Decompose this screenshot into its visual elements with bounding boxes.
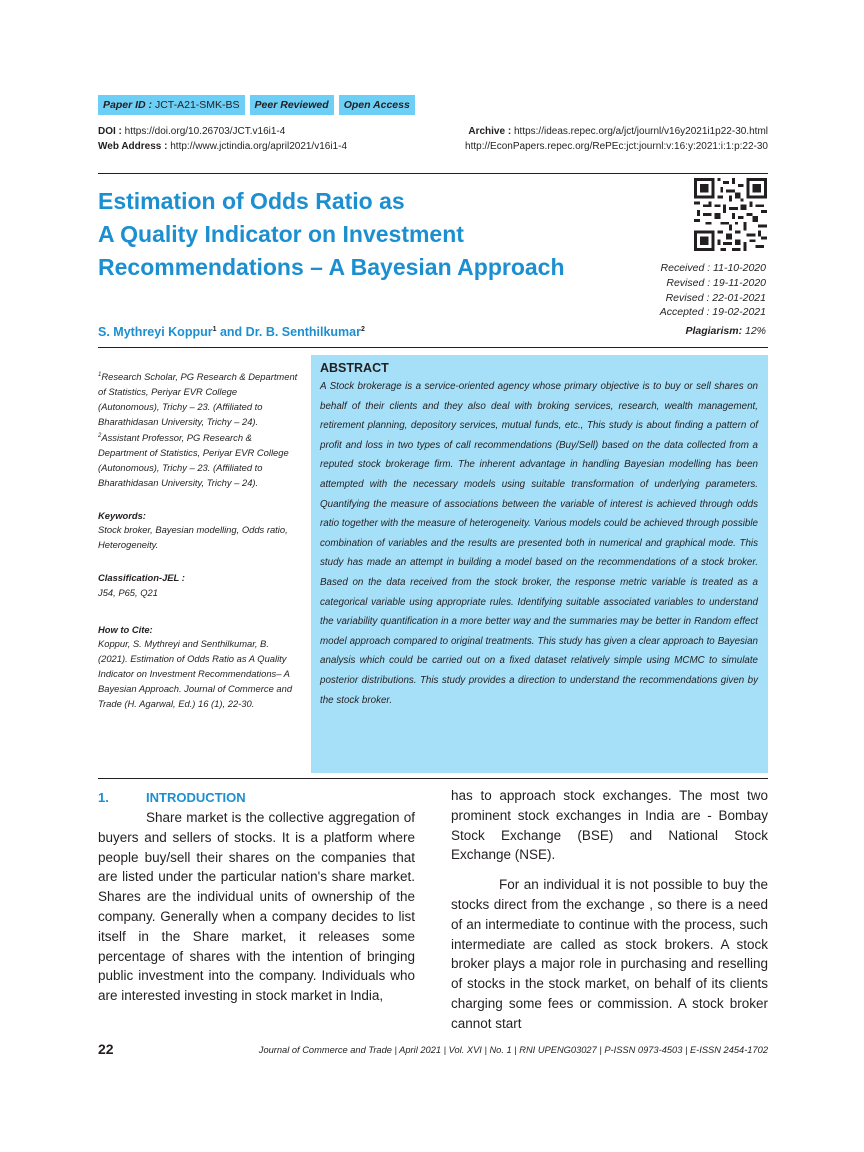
archive-label: Archive :	[468, 126, 512, 137]
how-to-cite-heading: How to Cite:	[98, 623, 153, 635]
doi-block	[98, 124, 347, 154]
open-access-badge	[339, 95, 415, 115]
author-divider	[98, 347, 768, 348]
paper-id-value: JCT-A21-SMK-BS	[154, 99, 240, 111]
web-address-link[interactable]: http://www.jctindia.org/april2021/v16i1-4	[170, 141, 348, 152]
author-2: Dr. B. Senthilkumar	[245, 325, 361, 339]
archive-line	[465, 124, 768, 139]
title-line-1: Estimation of Odds Ratio as	[98, 188, 405, 214]
received-date: Received : 11-10-2020	[660, 262, 766, 274]
doi-line	[98, 124, 347, 139]
affiliation-2	[98, 429, 298, 490]
abstract-text: A Stock brokerage is a service-oriented agency whose primary objective is to buy or sell shares on behalf of their clients and they also deal with broking services, research, wealth management, retirement planning, depository services, mutual funds, etc., This study is about finding a pattern of profit and loss in two types of call recommendations (Buy/Sell) based on the data collected from a reputed stock brokerage firm. The inherent advantage in handling Bayesian modelling has been attempted with the necessary models using suitable transformation of underlying parameters. Quantifying the measure of associations between the variable of interest is achieved through odds ratio together with the measure of heterogeneity. Various models could be achieved through possible combination of variables and the results are presented both in numerical and graphical mode. This study has made an attempt in building a model based on the recommendations of a stock broker. Based on the data received from the stock broker, the response metric variable is treated as a categorical variable using appropriate rules. Identifying suitable associated variables to understand the variability quantification in a more better way and the summaries may be better in Random effect model approach compared to original treatments. This study has given a clear approach to Bayesian analysis which could be carried out on a fixed dataset relatively simple using MCMC to simulate posterior distributions. This study provides a direction to understand the recommendations given by the stock broker.	[320, 381, 758, 706]
header-divider	[98, 173, 768, 174]
journal-footer: Journal of Commerce and Trade | April 2021 | Vol. XVI | No. 1 | RNI UPENG03027 | P-ISSN 0973-4503 | E-ISSN 2454-1702	[258, 1045, 768, 1055]
introduction-heading	[98, 788, 415, 808]
section-title: INTRODUCTION	[146, 790, 246, 805]
keywords-heading: Keywords:	[98, 509, 146, 521]
web-address-label: Web Address :	[98, 141, 168, 152]
peer-reviewed-label: Peer Reviewed	[254, 99, 329, 111]
plagiarism-label: Plagiarism:	[685, 325, 743, 337]
affiliation-2-text: Assistant Professor, PG Research & Department of Statistics, Periyar EVR College (Autonomous), Trichy – 23. (Affiliated to Bharathidasan University, Trichy – 24).	[98, 432, 289, 488]
affiliation-1-number: 1	[98, 372, 102, 378]
paper-title	[98, 185, 638, 284]
accepted-date: Accepted : 19-02-2021	[659, 306, 766, 319]
page-number: 22	[98, 1041, 114, 1057]
archive-block	[465, 124, 768, 154]
web-address-line	[98, 139, 347, 154]
classification-heading: Classification-JEL :	[98, 572, 185, 584]
affiliation-1	[98, 368, 298, 429]
open-access-label: Open Access	[343, 99, 410, 111]
body-divider	[98, 778, 768, 779]
author-2-superscript: 2	[360, 325, 365, 333]
plagiarism-value: 12%	[744, 325, 766, 337]
author-1-superscript: 1	[212, 325, 217, 333]
intro-paragraph-3: For an individual it is not possible to buy the stocks direct from the exchange , so there is a need of an intermediate to continue with the process, such intermediate are called as stock brokers. A stock broker plays a major role in purchasing and reselling of stocks in the stock market, on behalf of its clients charging some fees or commission. A stock broker cannot start	[451, 877, 768, 1031]
keywords-section	[98, 509, 298, 553]
paper-id-badge	[98, 95, 245, 115]
econpapers-link[interactable]: http://EconPapers.repec.org/RePEc:jct:journl:v:16:y:2021:i:1:p:22-30	[465, 141, 768, 152]
title-line-3: Recommendations – A Bayesian Approach	[98, 254, 565, 280]
qr-code-icon[interactable]	[694, 178, 767, 251]
classification-section	[98, 571, 298, 601]
submission-dates	[660, 261, 766, 320]
intro-paragraph-2: has to approach stock exchanges. The most two prominent stock exchanges in India are - Bombay Stock Exchange (BSE) and National Stock Exchange (NSE).	[451, 788, 768, 863]
how-to-cite-section	[98, 623, 298, 712]
revised-date-2: Revised : 22-01-2021	[665, 291, 766, 304]
doi-link[interactable]: https://doi.org/10.26703/JCT.v16i1-4	[124, 126, 286, 137]
peer-reviewed-badge	[250, 95, 334, 115]
revised-date-1: Revised : 19-11-2020	[666, 276, 766, 289]
body-column-left	[98, 788, 415, 1006]
author-1: S. Mythreyi Koppur	[98, 325, 213, 339]
section-number: 1.	[98, 790, 109, 805]
header-badges	[98, 95, 415, 115]
intro-paragraph-1: Share market is the collective aggregation of buyers and sellers of stocks. It is a platform where people buy/sell their shares on the companies that are listed under the particular nation's share market. Shares are the individual units of ownership of the company. Generally when a company decides to list itself in the Share market, it releases some percentage of shares with the intention of bringing public investment into the company. Individuals who are interested investing in stock market in India,	[98, 810, 415, 1004]
how-to-cite-text: Koppur, S. Mythreyi and Senthilkumar, B. (2021). Estimation of Odds Ratio as A Quality Indicator on Investment Recommendations– A Bayesian Approach. Journal of Commerce and Trade (H. Agarwal, Ed.) 16 (1), 22-30.	[98, 638, 293, 709]
abstract-heading: ABSTRACT	[320, 361, 389, 375]
plagiarism-info	[685, 325, 766, 337]
affiliation-2-number: 2	[98, 433, 102, 440]
author-conjunction: and	[216, 325, 246, 339]
affiliation-1-text: Research Scholar, PG Research & Department of Statistics, Periyar EVR College (Autonomous), Trichy – 23. (Affiliated to Bharathidasan University, Trichy – 24).	[98, 371, 298, 427]
keywords-text: Stock broker, Bayesian modelling, Odds ratio, Heterogeneity.	[98, 524, 288, 551]
author-line	[98, 325, 365, 339]
archive-link[interactable]: https://ideas.repec.org/a/jct/journl/v16y2021i1p22-30.html	[513, 126, 768, 137]
title-line-2: A Quality Indicator on Investment	[98, 221, 464, 247]
sidebar-info	[98, 368, 298, 711]
classification-text: J54, P65, Q21	[98, 586, 158, 598]
paper-id-label: Paper ID :	[103, 99, 153, 111]
abstract-box	[311, 355, 768, 773]
doi-label: DOI :	[98, 126, 122, 137]
body-column-right	[451, 786, 768, 1034]
